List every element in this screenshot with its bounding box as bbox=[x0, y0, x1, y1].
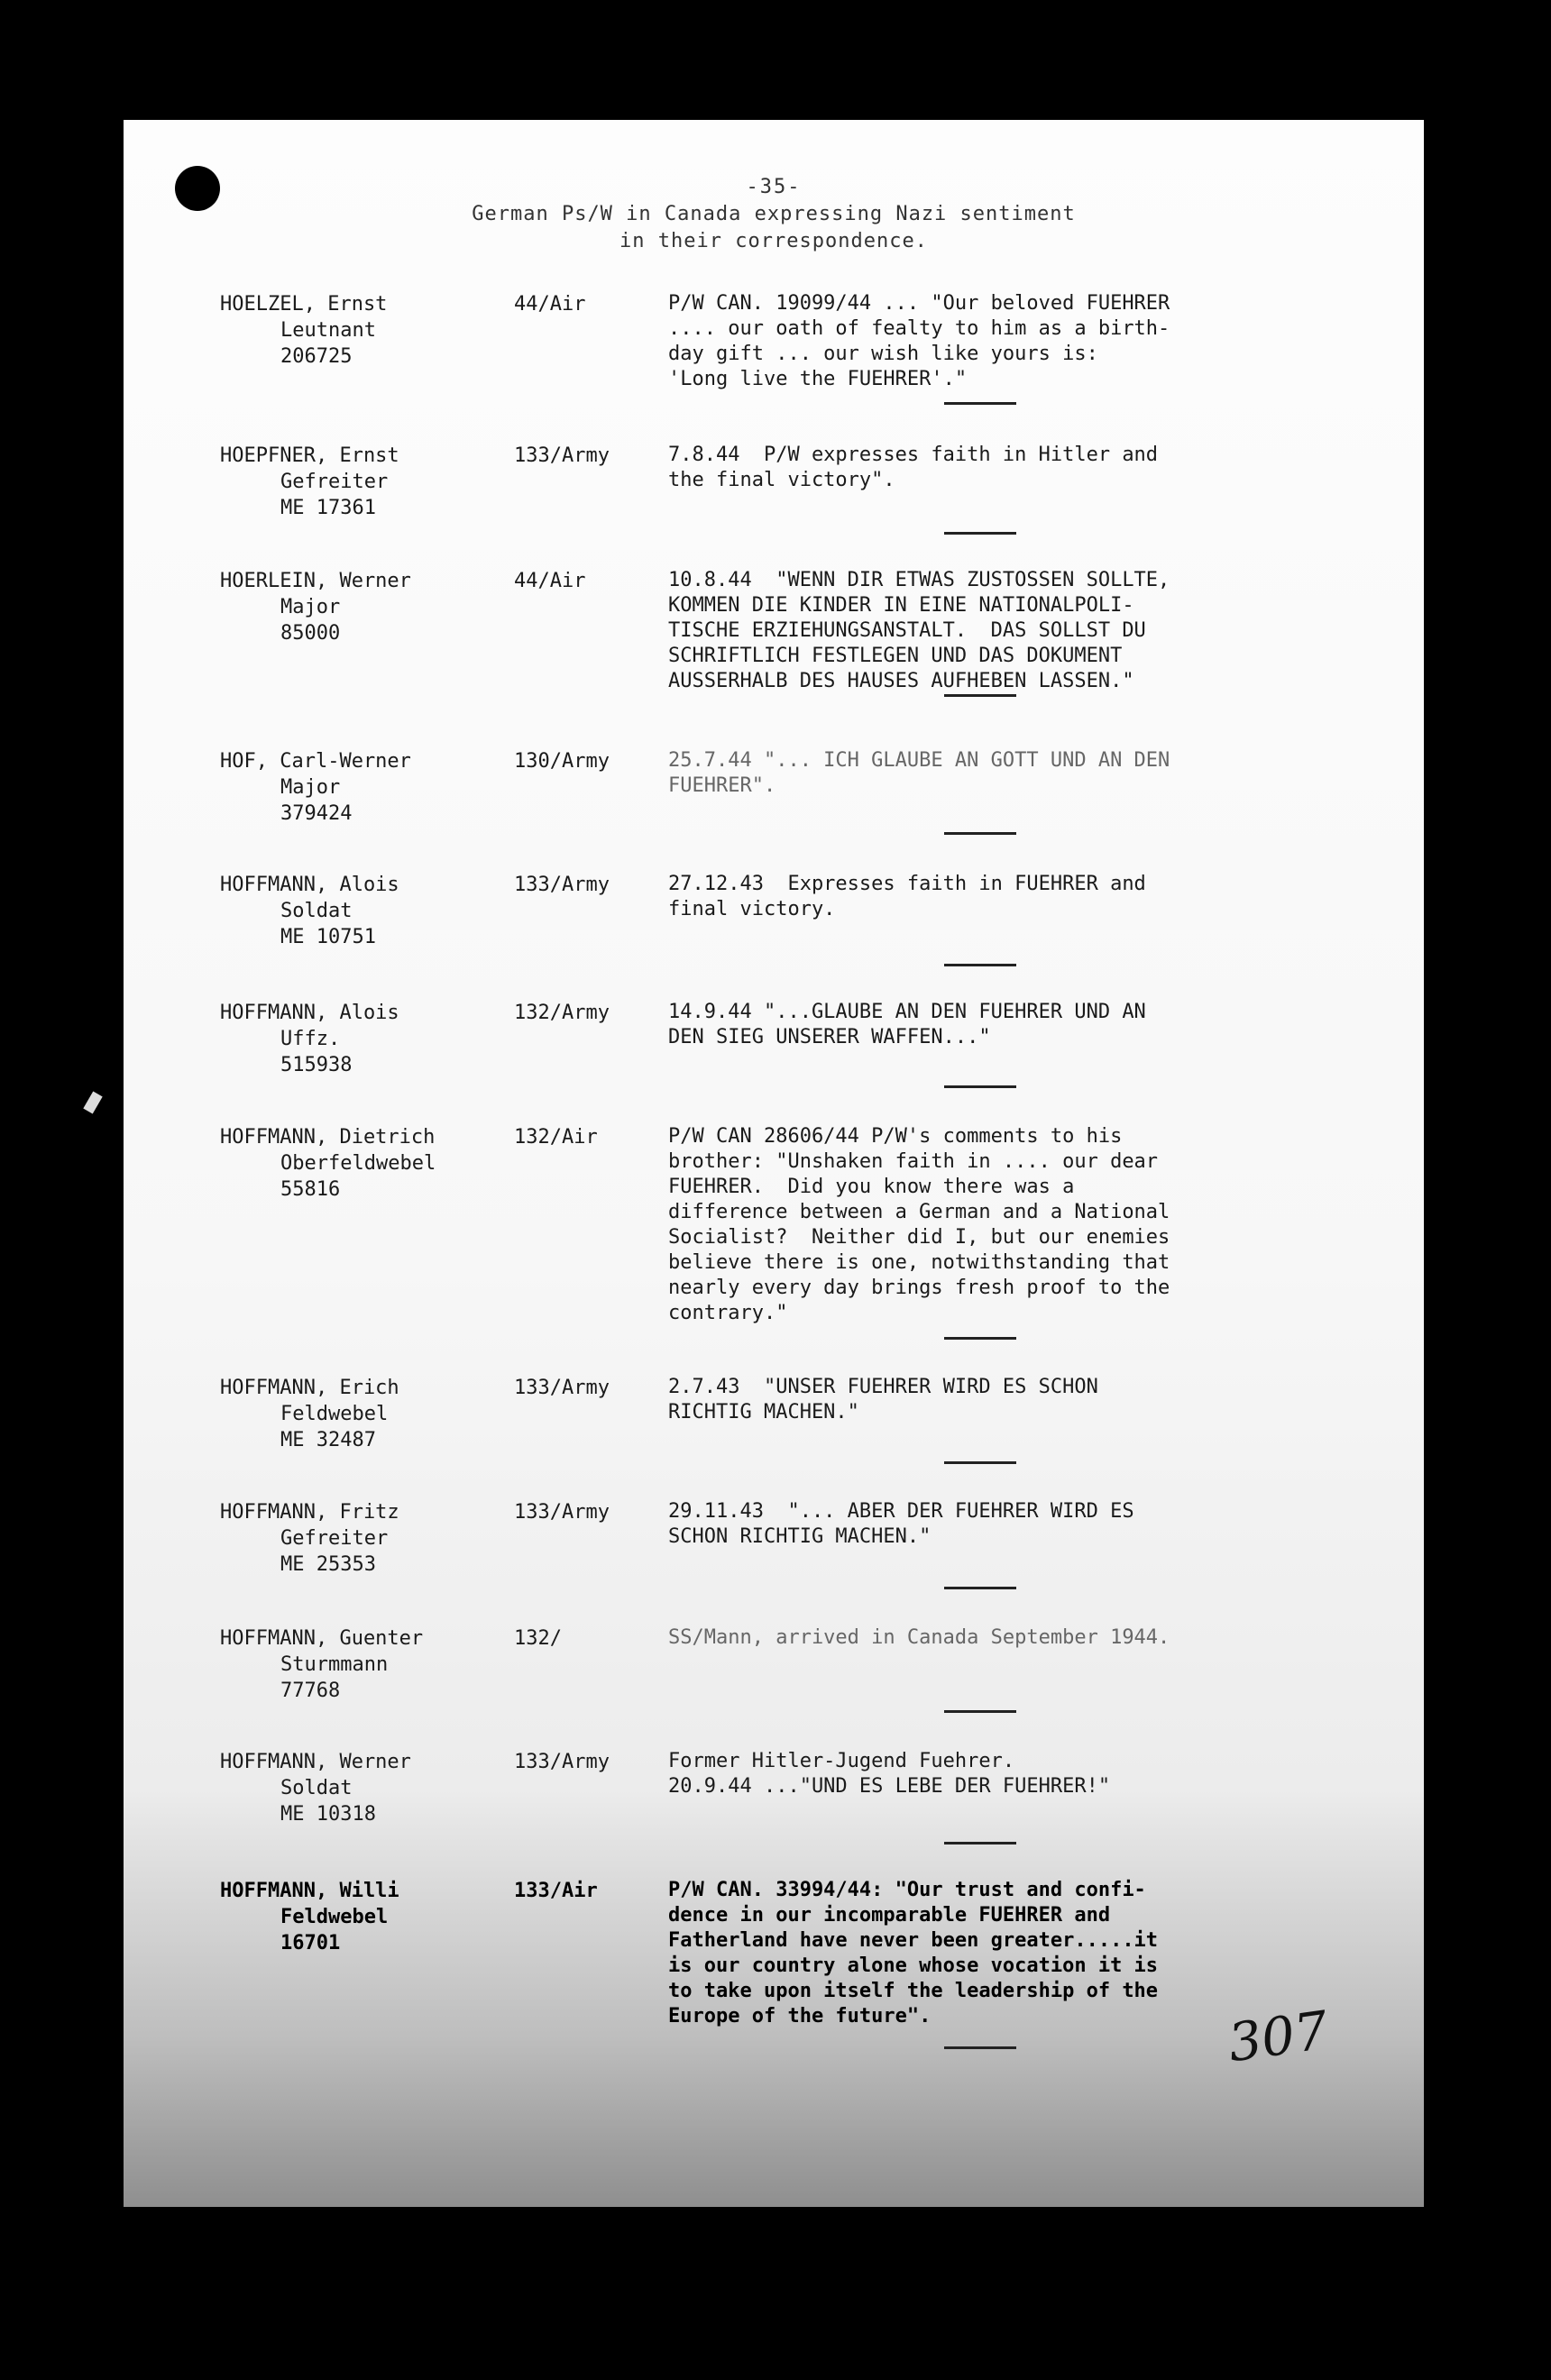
excerpt-line: 29.11.43 "... ABER DER FUEHRER WIRD ES bbox=[668, 1500, 1134, 1523]
correspondence-excerpt bbox=[668, 291, 1317, 392]
excerpt-line: Former Hitler-Jugend Fuehrer. bbox=[668, 1750, 1015, 1772]
excerpt-line: 25.7.44 "... ICH GLAUBE AN GOTT UND AN DEN bbox=[668, 749, 1170, 772]
prisoner-number: 206725 bbox=[280, 345, 353, 368]
excerpt-line: FUEHRER". bbox=[668, 774, 776, 797]
prisoner-identity bbox=[220, 748, 491, 827]
excerpt-line: the final victory". bbox=[668, 469, 895, 491]
camp-branch: 130/Army bbox=[514, 750, 610, 773]
excerpt-line: contrary." bbox=[668, 1302, 788, 1324]
camp-branch: 132/ bbox=[514, 1627, 562, 1650]
excerpt-line: to take upon itself the leadership of the bbox=[668, 1980, 1159, 2002]
excerpt-line: 'Long live the FUEHRER'." bbox=[668, 368, 968, 390]
camp-branch: 44/Air bbox=[514, 293, 586, 316]
excerpt-line: KOMMEN DIE KINDER IN EINE NATIONALPOLI- bbox=[668, 594, 1134, 617]
correspondence-excerpt bbox=[668, 1375, 1317, 1425]
excerpt-line: P/W CAN 28606/44 P/W's comments to his bbox=[668, 1125, 1123, 1148]
scan-artifact bbox=[83, 1091, 102, 1113]
prisoner-name: HOFFMANN, Werner bbox=[220, 1751, 411, 1773]
prisoner-identity bbox=[220, 1000, 491, 1078]
prisoner-identity bbox=[220, 443, 491, 521]
excerpt-line: DEN SIEG UNSERER WAFFEN..." bbox=[668, 1026, 991, 1048]
excerpt-line: RICHTIG MACHEN." bbox=[668, 1401, 859, 1423]
correspondence-excerpt bbox=[668, 1878, 1317, 2029]
excerpt-line: 27.12.43 Expresses faith in FUEHRER and bbox=[668, 873, 1146, 895]
entry-divider bbox=[944, 964, 1016, 966]
prisoner-number: 16701 bbox=[280, 1932, 341, 1954]
prisoner-rank: Gefreiter bbox=[280, 471, 389, 493]
correspondence-excerpt bbox=[668, 568, 1317, 694]
prisoner-rank: Major bbox=[280, 776, 341, 799]
prisoner-name: HOFFMANN, Erich bbox=[220, 1377, 399, 1399]
entry-divider bbox=[944, 532, 1016, 535]
correspondence-excerpt bbox=[668, 748, 1317, 799]
entry-divider bbox=[944, 2046, 1016, 2049]
prisoner-name: HOELZEL, Ernst bbox=[220, 293, 388, 316]
prisoner-number: ME 10318 bbox=[280, 1803, 376, 1826]
prisoner-rank: Soldat bbox=[280, 1777, 353, 1799]
prisoner-name: HOFFMANN, Willi bbox=[220, 1880, 399, 1902]
prisoner-number: ME 10751 bbox=[280, 926, 376, 948]
prisoner-identity bbox=[220, 872, 491, 950]
excerpt-line: is our country alone whose vocation it is bbox=[668, 1954, 1159, 1977]
excerpt-line: SS/Mann, arrived in Canada September 1944. bbox=[668, 1626, 1170, 1649]
excerpt-line: day gift ... our wish like yours is: bbox=[668, 343, 1098, 365]
excerpt-line: .... our oath of fealty to him as a birth- bbox=[668, 317, 1170, 340]
excerpt-line: TISCHE ERZIEHUNGSANSTALT. DAS SOLLST DU bbox=[668, 619, 1146, 642]
camp-branch: 133/Army bbox=[514, 1501, 610, 1524]
camp-branch: 133/Air bbox=[514, 1880, 598, 1902]
entry-divider bbox=[944, 832, 1016, 835]
page-number: -35- bbox=[746, 176, 802, 198]
prisoner-identity bbox=[220, 1878, 491, 1956]
prisoner-rank: Oberfeldwebel bbox=[280, 1152, 436, 1175]
excerpt-line: SCHON RICHTIG MACHEN." bbox=[668, 1525, 932, 1548]
entry-divider bbox=[944, 1842, 1016, 1844]
camp-branch: 132/Air bbox=[514, 1126, 598, 1149]
entry-divider bbox=[944, 1085, 1016, 1088]
prisoner-number: ME 32487 bbox=[280, 1429, 376, 1451]
prisoner-name: HOFFMANN, Alois bbox=[220, 874, 399, 896]
document-title-line-1: German Ps/W in Canada expressing Nazi sentiment bbox=[472, 203, 1076, 225]
excerpt-line: dence in our incomparable FUEHRER and bbox=[668, 1904, 1111, 1927]
excerpt-line: P/W CAN. 33994/44: "Our trust and confi- bbox=[668, 1879, 1146, 1901]
camp-branch: 133/Army bbox=[514, 874, 610, 896]
correspondence-excerpt bbox=[668, 872, 1317, 922]
correspondence-excerpt bbox=[668, 1749, 1317, 1799]
excerpt-line: AUSSERHALB DES HAUSES AUFHEBEN LASSEN." bbox=[668, 670, 1134, 692]
prisoner-identity bbox=[220, 1375, 491, 1453]
excerpt-line: difference between a German and a National bbox=[668, 1201, 1170, 1223]
excerpt-line: final victory. bbox=[668, 898, 836, 920]
camp-branch: 133/Army bbox=[514, 1751, 610, 1773]
excerpt-line: 20.9.44 ..."UND ES LEBE DER FUEHRER!" bbox=[668, 1775, 1111, 1798]
handwritten-page-number: 307 bbox=[1224, 1999, 1332, 2074]
excerpt-line: 2.7.43 "UNSER FUEHRER WIRD ES SCHON bbox=[668, 1376, 1098, 1398]
entry-divider bbox=[944, 1337, 1016, 1340]
correspondence-excerpt bbox=[668, 443, 1317, 493]
prisoner-number: ME 25353 bbox=[280, 1553, 376, 1576]
excerpt-line: Europe of the future". bbox=[668, 2005, 932, 2028]
prisoner-rank: Gefreiter bbox=[280, 1527, 389, 1550]
excerpt-line: brother: "Unshaken faith in .... our dear bbox=[668, 1150, 1159, 1173]
entry-divider bbox=[944, 402, 1016, 405]
prisoner-identity bbox=[220, 1499, 491, 1578]
prisoner-name: HOFFMANN, Alois bbox=[220, 1002, 399, 1024]
prisoner-rank: Uffz. bbox=[280, 1028, 341, 1050]
entry-divider bbox=[944, 1587, 1016, 1589]
prisoner-number: 77768 bbox=[280, 1680, 341, 1702]
excerpt-line: 10.8.44 "WENN DIR ETWAS ZUSTOSSEN SOLLTE, bbox=[668, 569, 1170, 591]
correspondence-excerpt bbox=[668, 1124, 1317, 1326]
excerpt-line: SCHRIFTLICH FESTLEGEN UND DAS DOKUMENT bbox=[668, 645, 1123, 667]
prisoner-name: HOFFMANN, Dietrich bbox=[220, 1126, 436, 1149]
page-header bbox=[124, 174, 1424, 255]
entry-divider bbox=[944, 694, 1016, 697]
prisoner-identity bbox=[220, 1124, 491, 1203]
prisoner-identity bbox=[220, 291, 491, 370]
excerpt-line: Socialist? Neither did I, but our enemies bbox=[668, 1226, 1170, 1249]
prisoner-rank: Sturmmann bbox=[280, 1653, 389, 1676]
excerpt-line: believe there is one, notwithstanding that bbox=[668, 1251, 1170, 1274]
camp-branch: 132/Army bbox=[514, 1002, 610, 1024]
excerpt-line: P/W CAN. 19099/44 ... "Our beloved FUEHRER bbox=[668, 292, 1170, 315]
prisoner-rank: Leutnant bbox=[280, 319, 376, 342]
prisoner-name: HOEPFNER, Ernst bbox=[220, 444, 399, 467]
prisoner-number: 515938 bbox=[280, 1054, 353, 1076]
prisoner-identity bbox=[220, 1749, 491, 1827]
correspondence-excerpt bbox=[668, 1000, 1317, 1050]
prisoner-rank: Feldwebel bbox=[280, 1403, 389, 1425]
entry-divider bbox=[944, 1710, 1016, 1713]
document-page bbox=[124, 120, 1424, 2207]
excerpt-line: Fatherland have never been greater.....it bbox=[668, 1929, 1159, 1952]
excerpt-line: 7.8.44 P/W expresses faith in Hitler and bbox=[668, 444, 1159, 466]
excerpt-line: 14.9.44 "...GLAUBE AN DEN FUEHRER UND AN bbox=[668, 1001, 1146, 1023]
prisoner-rank: Soldat bbox=[280, 900, 353, 922]
camp-branch: 133/Army bbox=[514, 444, 610, 467]
prisoner-number: 85000 bbox=[280, 622, 341, 645]
prisoner-name: HOFFMANN, Fritz bbox=[220, 1501, 399, 1524]
prisoner-number: 55816 bbox=[280, 1178, 341, 1201]
prisoner-name: HOF, Carl-Werner bbox=[220, 750, 411, 773]
document-title-line-2: in their correspondence. bbox=[619, 230, 928, 252]
prisoner-name: HOERLEIN, Werner bbox=[220, 570, 411, 592]
prisoner-name: HOFFMANN, Guenter bbox=[220, 1627, 424, 1650]
prisoner-rank: Feldwebel bbox=[280, 1906, 389, 1928]
excerpt-line: FUEHRER. Did you know there was a bbox=[668, 1176, 1075, 1198]
entry-divider bbox=[944, 1461, 1016, 1464]
correspondence-excerpt bbox=[668, 1499, 1317, 1550]
camp-branch: 133/Army bbox=[514, 1377, 610, 1399]
prisoner-number: 379424 bbox=[280, 802, 353, 825]
prisoner-rank: Major bbox=[280, 596, 341, 618]
prisoner-identity bbox=[220, 568, 491, 646]
excerpt-line: nearly every day brings fresh proof to the bbox=[668, 1277, 1170, 1299]
correspondence-excerpt bbox=[668, 1625, 1317, 1651]
camp-branch: 44/Air bbox=[514, 570, 586, 592]
prisoner-number: ME 17361 bbox=[280, 497, 376, 519]
prisoner-identity bbox=[220, 1625, 491, 1704]
